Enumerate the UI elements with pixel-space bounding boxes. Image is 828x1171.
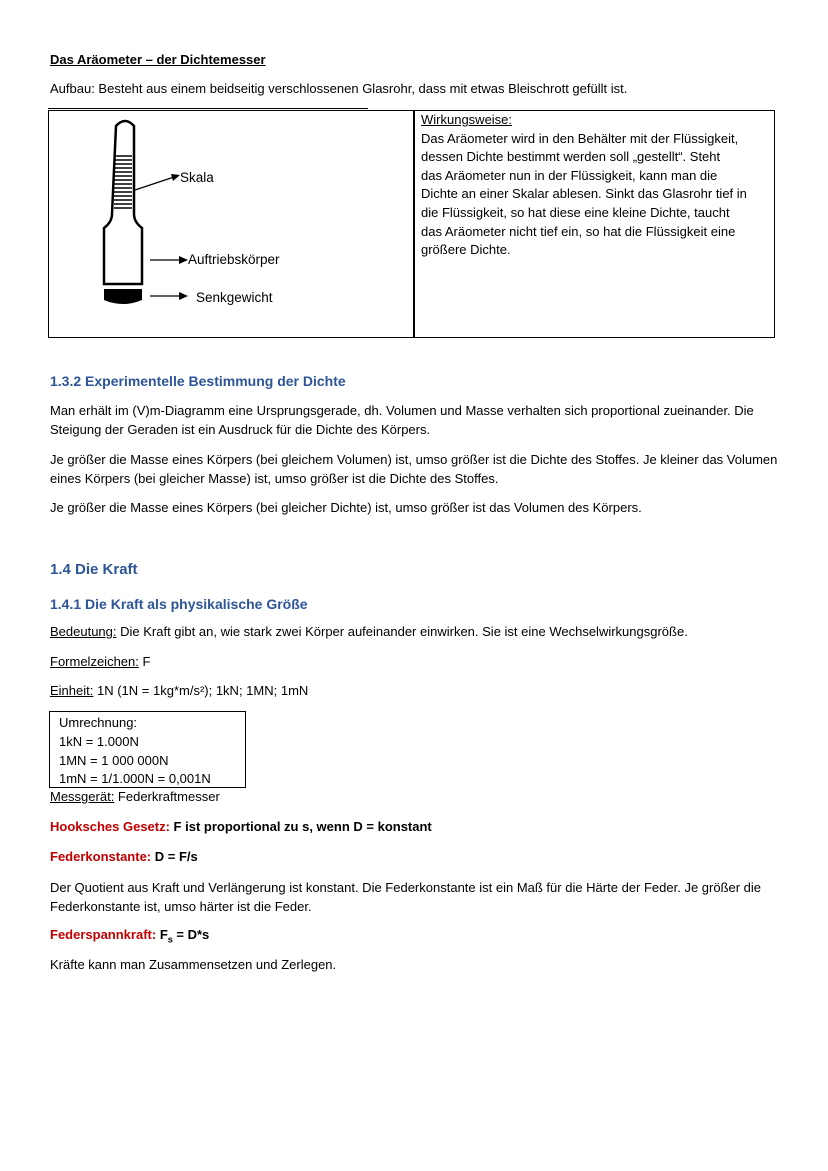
- einheit-line: [50, 683, 308, 698]
- wirkungsweise-line: das Aräometer nicht tief ein, so hat die Flüssigkeit eine: [421, 223, 736, 239]
- paragraph-quotient: Der Quotient aus Kraft und Verlängerung ist konstant. Die Federkonstante ist ein Maß für die Härte der Feder. Je größer die Federkonstante ist, umso härter ist die Feder.: [50, 880, 762, 914]
- formelzeichen-line: [50, 654, 150, 669]
- bedeutung-line: [50, 624, 688, 639]
- umrechnung-line: Umrechnung:: [59, 715, 138, 730]
- umrechnung-line: 1MN = 1 000 000N: [59, 752, 169, 768]
- wirkungsweise-line: Das Aräometer wird in den Behälter mit der Flüssigkeit,: [421, 130, 739, 146]
- page-title: Das Aräometer – der Dichtemesser: [50, 52, 266, 67]
- wirkungsweise-line: die Flüssigkeit, so hat diese eine kleine Dichte, taucht: [421, 204, 730, 220]
- wirkungsweise-block: [421, 111, 771, 260]
- formelzeichen-label: Formelzeichen:: [50, 654, 139, 669]
- messgeraet-text: Federkraftmesser: [114, 789, 220, 804]
- hooke-text: F ist proportional zu s, wenn D = konstant: [169, 819, 432, 834]
- heading-1-3-2: 1.3.2 Experimentelle Bestimmung der Dichte: [50, 373, 346, 389]
- federspannkraft-label: Federspannkraft:: [50, 927, 157, 942]
- skala-arrow-line: [135, 177, 174, 190]
- federspannkraft-f: F: [156, 927, 168, 942]
- umrechnung-box: [49, 711, 246, 788]
- federkonstante-label: Federkonstante:: [50, 849, 152, 864]
- heading-1-4-1: 1.4.1 Die Kraft als physikalische Größe: [50, 596, 308, 612]
- bedeutung-label: Bedeutung:: [50, 624, 117, 639]
- senk-arrow-head: [179, 292, 188, 300]
- skala-arrow-head: [171, 174, 180, 181]
- hooke-line: [50, 819, 432, 834]
- auftrieb-arrow-head: [179, 256, 188, 264]
- paragraph-kraefte: Kräfte kann man Zusammensetzen und Zerlegen.: [50, 957, 337, 972]
- paragraph-ursprungsgerade: Man erhält im (V)m-Diagramm eine Ursprungsgerade, dh. Volumen und Masse verhalten sich proportional zueinander. Die Steigung der Geraden ist ein Ausdruck für die Dichte des Körpers.: [50, 403, 754, 437]
- einheit-text: 1N (1N = 1kg*m/s²); 1kN; 1MN; 1mN: [93, 683, 309, 698]
- paragraph-masse-dichte: Je größer die Masse eines Körpers (bei gleicher Dichte) ist, umso größer ist das Volumen des Körpers.: [50, 500, 642, 515]
- messgeraet-line: [50, 789, 220, 804]
- wirkungsweise-heading: Wirkungsweise:: [421, 112, 513, 127]
- aufbau-text: Aufbau: Besteht aus einem beidseitig verschlossenen Glasrohr, dass mit etwas Bleischrott gefüllt ist.: [50, 81, 628, 96]
- federspannkraft-line: [50, 927, 209, 945]
- label-senkgewicht: Senkgewicht: [196, 290, 273, 305]
- sinker-weight-shape: [104, 289, 142, 304]
- glass-tube-shape: [104, 121, 142, 284]
- label-skala: Skala: [180, 170, 214, 185]
- bedeutung-text: Die Kraft gibt an, wie stark zwei Körper aufeinander einwirken. Sie ist eine Wechselwirkungsgröße.: [116, 624, 688, 639]
- scale-marks: [114, 156, 132, 208]
- federkonstante-text: D = F/s: [151, 849, 198, 864]
- umrechnung-line: 1mN = 1/1.000N = 0,001N: [59, 771, 211, 787]
- einheit-label: Einheit:: [50, 683, 94, 698]
- wirkungsweise-line: dessen Dichte bestimmt werden soll „gestellt“. Steht: [421, 149, 721, 165]
- paragraph-masse-volumen: Je größer die Masse eines Körpers (bei gleichem Volumen) ist, umso größer ist die Dichte des Stoffes. Je kleiner das Volumen eines Körpers (bei gleicher Masse) ist, umso größer ist die Dichte des Stoffes.: [50, 452, 778, 486]
- federkonstante-line: [50, 849, 198, 864]
- wirkungsweise-line: Dichte an einer Skalar ablesen. Sinkt das Glasrohr tief in: [421, 186, 747, 202]
- wirkungsweise-line: das Aräometer nun in der Flüssigkeit, kann man die: [421, 167, 718, 183]
- umrechnung-line: 1kN = 1.000N: [59, 733, 139, 749]
- federspannkraft-rest: = D*s: [172, 927, 210, 942]
- formelzeichen-text: F: [138, 654, 151, 669]
- heading-1-4: 1.4 Die Kraft: [50, 561, 138, 578]
- hooke-label: Hooksches Gesetz:: [50, 819, 170, 834]
- table-divider: [413, 110, 415, 338]
- federspannkraft-sub: s: [167, 934, 173, 945]
- araeometer-diagram: [90, 114, 340, 314]
- wirkungsweise-line: größere Dichte.: [421, 242, 511, 258]
- messgeraet-label: Messgerät:: [50, 789, 115, 804]
- label-auftriebskoerper: Auftriebskörper: [188, 252, 280, 267]
- table-top-line: [48, 108, 368, 109]
